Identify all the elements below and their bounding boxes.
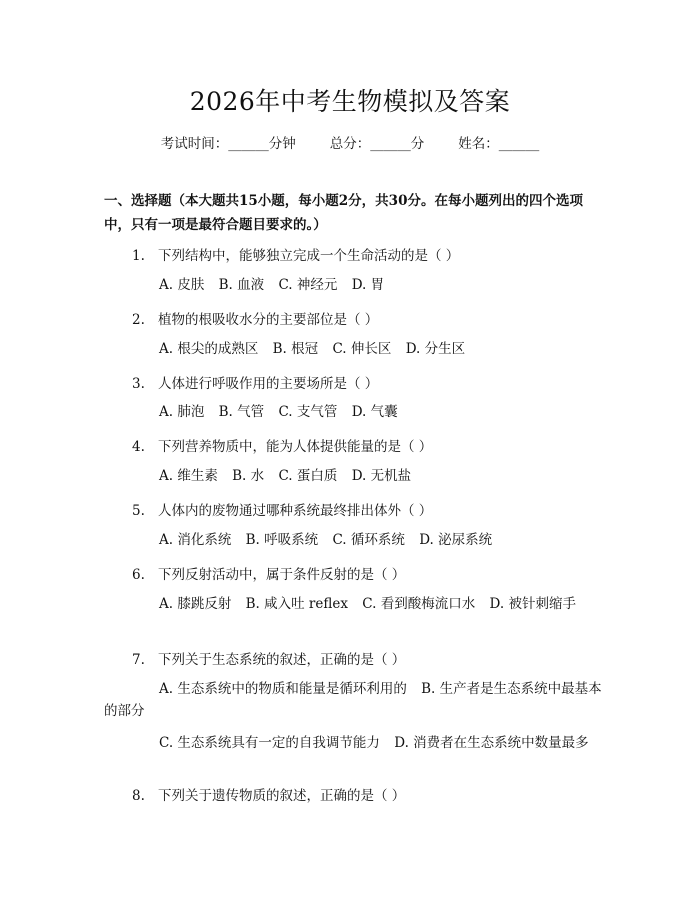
question-text: 下列营养物质中，能为人体提供能量的是（ ） (158, 439, 433, 455)
option-b: B. 呼吸系统 (245, 532, 319, 548)
option-a: A. 皮肤 (159, 277, 205, 293)
question-number: 1. (132, 248, 145, 264)
student-name-field: 姓名：______ (458, 136, 540, 152)
option-a: A. 根尖的成熟区 (159, 341, 259, 357)
option-b: B. 水 (232, 468, 265, 484)
option-a: A. 维生素 (159, 468, 218, 484)
option-c: C. 生态系统具有一定的自我调节能力 (159, 735, 380, 751)
option-c: C. 支气管 (278, 404, 338, 420)
option-d: D. 泌尿系统 (419, 532, 493, 548)
question-text: 下列反射活动中，属于条件反射的是（ ） (158, 567, 406, 583)
question-6-options (104, 593, 602, 615)
option-b: B. 根冠 (272, 341, 319, 357)
option-b: B. 血液 (218, 277, 265, 293)
question-number: 7. (132, 652, 145, 668)
option-c: C. 蛋白质 (278, 468, 338, 484)
question-text: 人体内的废物通过哪种系统最终排出体外（ ） (158, 503, 433, 519)
option-a: A. 膝跳反射 (159, 596, 232, 612)
question-5-options (104, 529, 602, 551)
question-3-options (104, 401, 602, 423)
option-c: C. 伸长区 (332, 341, 392, 357)
option-d: D. 气囊 (351, 404, 398, 420)
option-b: B. 气管 (218, 404, 265, 420)
question-5 (132, 499, 432, 519)
total-score-field: 总分：______分 (329, 136, 425, 152)
question-3 (132, 372, 378, 392)
option-c: C. 神经元 (278, 277, 338, 293)
question-2 (132, 308, 378, 328)
question-number: 4. (132, 439, 145, 455)
exam-time-field: 考试时间：______分钟 (160, 136, 296, 152)
question-6 (132, 563, 405, 583)
question-number: 6. (132, 567, 145, 583)
question-4 (132, 435, 432, 455)
question-text: 下列结构中，能够独立完成一个生命活动的是（ ） (158, 248, 460, 264)
option-c: C. 看到酸梅流口水 (362, 596, 476, 612)
question-number: 3. (132, 376, 145, 392)
question-text: 植物的根吸收水分的主要部位是（ ） (158, 312, 379, 328)
question-text: 人体进行呼吸作用的主要场所是（ ） (158, 376, 379, 392)
question-7 (132, 648, 405, 668)
option-d: D. 被针刺缩手 (489, 596, 576, 612)
question-1 (132, 244, 459, 264)
option-a: A. 肺泡 (159, 404, 205, 420)
exam-meta (0, 132, 700, 152)
option-b: B. 生产者是生态系统中最基本的部分 (104, 681, 602, 719)
question-4-options (104, 465, 602, 487)
question-2-options (104, 338, 602, 360)
question-text: 下列关于遗传物质的叙述，正确的是（ ） (158, 788, 406, 804)
page-title: 2026年中考生物模拟及答案 (189, 87, 511, 116)
section-heading: 一、选择题（本大题共15小题，每小题2分，共30分。在每小题列出的四个选项中，只有一项是最符合题目要求的。） (104, 193, 583, 233)
question-number: 8. (132, 788, 145, 804)
option-d: D. 胃 (351, 277, 385, 293)
question-number: 5. (132, 503, 145, 519)
option-a: A. 消化系统 (159, 532, 232, 548)
option-b: B. 咸入吐 reflex (245, 596, 348, 612)
question-1-options (104, 274, 602, 296)
option-d: D. 消费者在生态系统中数量最多 (394, 735, 589, 751)
question-7-options-row-2 (104, 732, 602, 754)
option-c: C. 循环系统 (332, 532, 405, 548)
question-number: 2. (132, 312, 145, 328)
option-d: D. 分生区 (405, 341, 466, 357)
option-d: D. 无机盐 (351, 468, 412, 484)
question-8 (132, 784, 405, 804)
question-7-options-row-1 (104, 678, 602, 722)
question-text: 下列关于生态系统的叙述，正确的是（ ） (158, 652, 406, 668)
option-a: A. 生态系统中的物质和能量是循环利用的 (159, 681, 407, 697)
